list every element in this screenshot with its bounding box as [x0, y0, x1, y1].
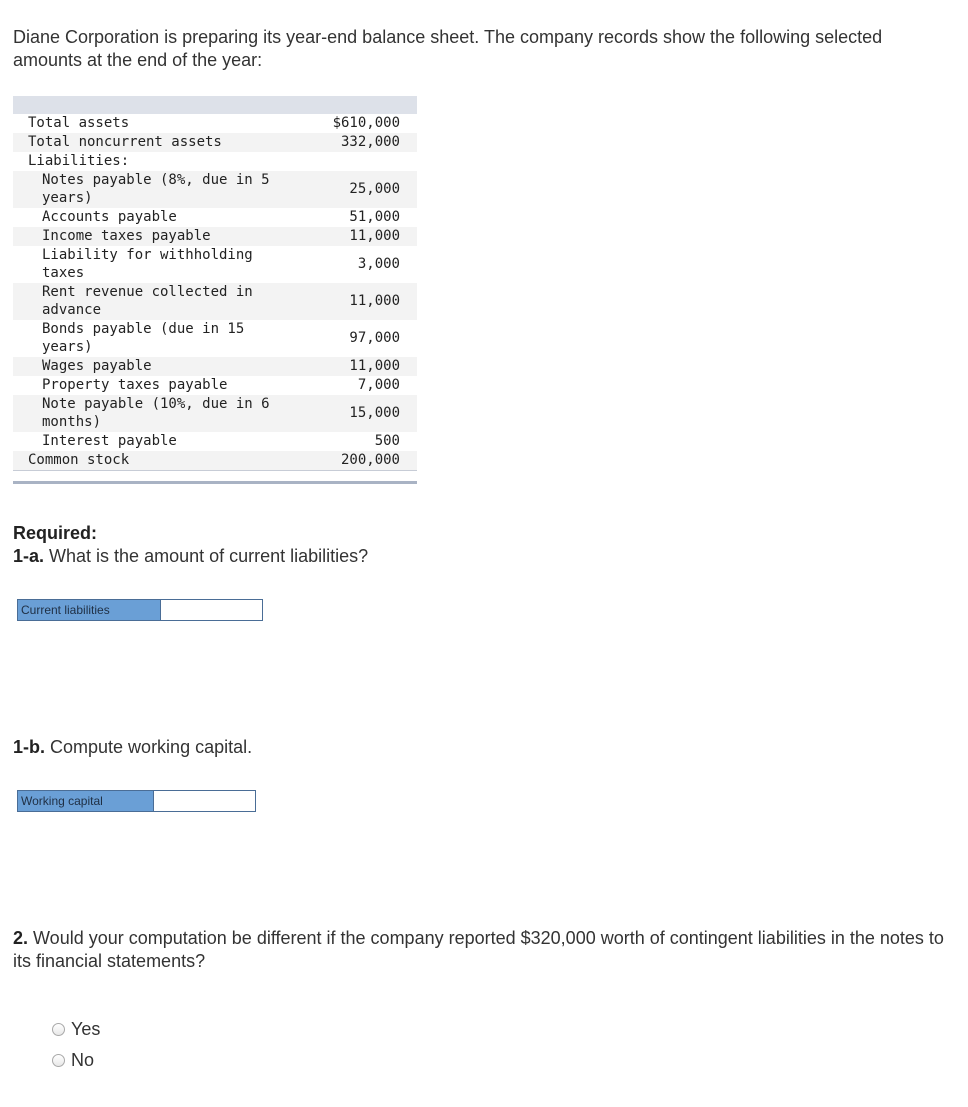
required-heading: Required:	[13, 523, 98, 543]
question-1b-text: Compute working capital.	[45, 737, 253, 757]
row-label: Liability for withholding taxes	[13, 246, 290, 283]
row-label: Note payable (10%, due in 6 months)	[13, 395, 290, 432]
row-label: Wages payable	[13, 357, 290, 376]
working-capital-answer	[17, 790, 256, 812]
row-value: 11,000	[290, 283, 417, 320]
current-liabilities-label: Current liabilities	[18, 600, 161, 620]
table-row	[13, 208, 417, 227]
working-capital-input[interactable]	[154, 791, 255, 811]
row-value: 500	[290, 432, 417, 451]
table-footer-bar	[13, 471, 417, 483]
table-row	[13, 133, 417, 152]
radio-label-yes: Yes	[71, 1019, 101, 1039]
row-value: 3,000	[290, 246, 417, 283]
working-capital-input-wrap	[154, 791, 255, 811]
table-row	[13, 171, 417, 208]
question-1b-number: 1-b.	[13, 737, 46, 757]
row-label: Notes payable (8%, due in 5 years)	[13, 171, 290, 208]
problem-intro: Diane Corporation is preparing its year-end balance sheet. The company records show the following selected amounts at the end of the year:	[13, 27, 883, 70]
row-label: Total noncurrent assets	[13, 133, 290, 152]
table-row	[13, 283, 417, 320]
working-capital-label: Working capital	[18, 791, 154, 811]
row-value: 97,000	[290, 320, 417, 357]
row-value: 11,000	[290, 227, 417, 246]
row-label: Property taxes payable	[13, 376, 290, 395]
question-2-text: Would your computation be different if the company reported $320,000 worth of contingent liabilities in the notes to its financial statements?	[13, 928, 944, 971]
table-row	[13, 320, 417, 357]
radio-option-yes[interactable]	[52, 1014, 100, 1045]
row-value: 51,000	[290, 208, 417, 227]
table-row	[13, 395, 417, 432]
radio-button-yes[interactable]	[52, 1023, 65, 1036]
row-label: Income taxes payable	[13, 227, 290, 246]
row-label: Accounts payable	[13, 208, 290, 227]
row-value	[290, 152, 417, 171]
current-liabilities-input-wrap	[161, 600, 262, 620]
table-row	[13, 114, 417, 133]
radio-label-no: No	[71, 1050, 95, 1070]
table-row	[13, 376, 417, 395]
row-value: 15,000	[290, 395, 417, 432]
balance-data-table	[13, 96, 417, 484]
table-row	[13, 246, 417, 283]
row-label: Common stock	[13, 451, 290, 471]
yes-no-radio-group	[52, 1014, 100, 1076]
question-1b	[13, 736, 953, 759]
question-1a-number: 1-a.	[13, 546, 45, 566]
question-1a-text: What is the amount of current liabilities?	[44, 546, 369, 566]
question-2	[13, 927, 953, 973]
current-liabilities-input[interactable]	[161, 600, 262, 620]
row-value: $610,000	[290, 114, 417, 133]
table-row	[13, 432, 417, 451]
table-header-bar	[13, 96, 417, 114]
row-value: 7,000	[290, 376, 417, 395]
table-row	[13, 451, 417, 471]
required-section	[13, 522, 368, 568]
row-label: Bonds payable (due in 15 years)	[13, 320, 290, 357]
row-value: 332,000	[290, 133, 417, 152]
row-label: Total assets	[13, 114, 290, 133]
question-2-number: 2.	[13, 928, 29, 948]
row-value: 11,000	[290, 357, 417, 376]
radio-button-no[interactable]	[52, 1054, 65, 1067]
current-liabilities-answer	[17, 599, 263, 621]
radio-option-no[interactable]	[52, 1045, 100, 1076]
row-label: Interest payable	[13, 432, 290, 451]
row-label: Liabilities:	[13, 152, 290, 171]
table-row	[13, 227, 417, 246]
row-value: 25,000	[290, 171, 417, 208]
table-row	[13, 357, 417, 376]
row-label: Rent revenue collected in advance	[13, 283, 290, 320]
table-row	[13, 152, 417, 171]
row-value: 200,000	[290, 451, 417, 471]
